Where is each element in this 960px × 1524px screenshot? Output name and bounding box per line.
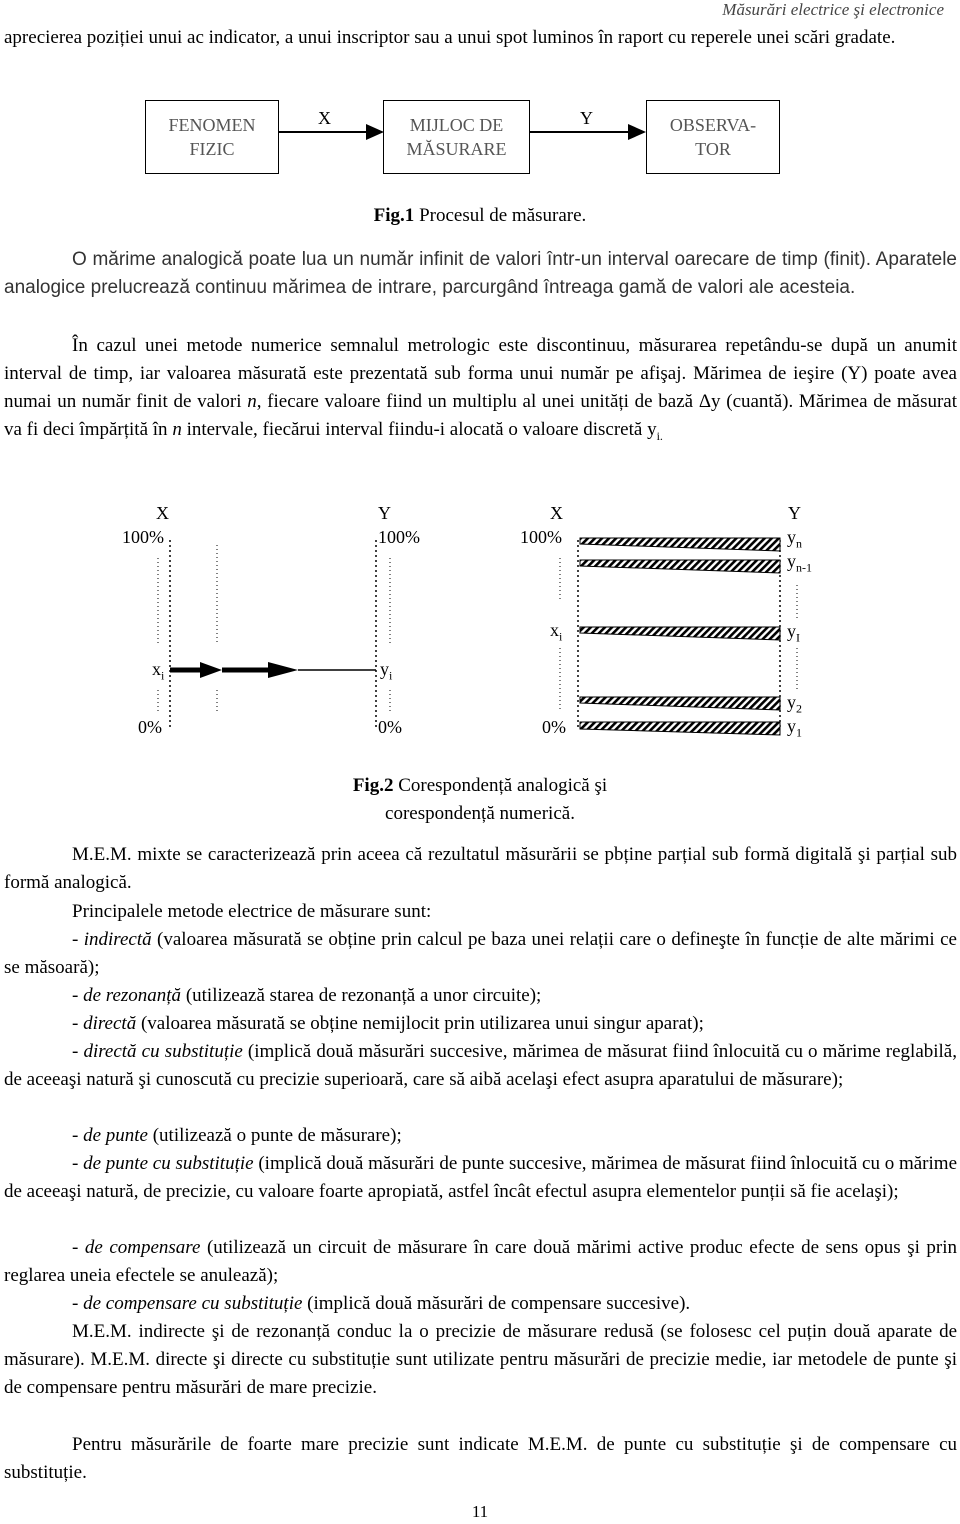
subscript: i (389, 668, 393, 683)
caption-text: Procesul de măsurare. (414, 205, 587, 226)
paragraph-analog: O mărime analogică poate lua un număr infinit de valori într-un interval oarecare de timp (finit). Aparatele analogice prelucrează continuu mărimea de intrare, parcurgând întreaga gamă de valori ale acesteia. (4, 249, 957, 298)
box-text-line: FENOMEN (168, 115, 256, 135)
method-name: de compensare (84, 1237, 201, 1258)
caption-text: Corespondență analogică şi (393, 775, 608, 796)
method-desc: (valoarea măsurată se obține nemijlocit prin utilizarea unui singur aparat); (136, 1013, 704, 1034)
paragraph-mixte: M.E.M. mixte se caracterizează prin aceea că rezultatul măsurării se pbține parțial sub formă digitală şi parțial sub formă analogică. (4, 844, 957, 893)
caption-label: Fig.2 (352, 775, 394, 796)
subscript: 1 (796, 725, 802, 740)
method-item (4, 1122, 957, 1150)
method-item (4, 1290, 957, 1318)
method-desc: (utilizează un circuit de măsurare în care două mărimi active produc efecte de sens opus şi prin reglarea uneia efectele se anulează); (4, 1237, 957, 1286)
method-item (4, 982, 957, 1010)
method-desc: (valoarea măsurată se obține prin calcul pe baza unei relații care o defineşte în funcție de alte mărimi ce se măsoară); (4, 929, 957, 978)
method-name: de rezonanță (83, 985, 182, 1006)
numeric-x-0: 0% (542, 717, 566, 737)
arrow-right-icon (268, 662, 298, 678)
text-span: - (72, 1125, 84, 1146)
text-span: - (72, 1041, 84, 1062)
method-name: de punte (83, 1125, 148, 1146)
arrow-right-icon (200, 662, 222, 678)
method-desc: (implică două măsurări de punte succesive, mărimea de măsurat fiind înlocuită cu o mărime de aceeaşi natură, de precizie, cu valoare foarte apropiată, astfel încât efectul asupra elementelor punții să fie acelaşi); (4, 1153, 958, 1202)
subscript: i (161, 668, 165, 683)
text-span: y (787, 527, 796, 547)
subscript: i. (656, 428, 663, 443)
method-item (4, 1150, 957, 1206)
subscript: 2 (796, 701, 802, 716)
text-span: - (72, 929, 84, 950)
method-item (4, 926, 957, 982)
numeric-y-n (787, 527, 802, 552)
numeric-y-1 (787, 716, 802, 741)
text-span: În cazul unei metode numerice semnalul metrologic este discontinuu, măsurarea repetându-se după un anumit interval de timp, iar valoarea măsurată este prezentată sub forma unui număr pe afişaj. Mărimea de ieşire (Y) poate avea numai un număr finit de valori (4, 335, 957, 412)
method-name: directă cu substituție (83, 1041, 243, 1062)
numeric-x-i (550, 620, 562, 645)
text-span: Δy (698, 391, 721, 412)
text-span: - (72, 1153, 84, 1174)
text-span: - (72, 1293, 84, 1314)
box-text-line: FIZIC (189, 139, 235, 159)
subscript: n-1 (796, 560, 812, 575)
text-span: , fiecare valoare fiind un multiplu al unei unități de bază (256, 391, 699, 412)
analog-x-100: 100% (122, 527, 164, 547)
quantum-wedge-n (580, 538, 780, 551)
box-text-line: TOR (695, 139, 731, 159)
analog-y-100: 100% (378, 527, 420, 547)
text-span: - (72, 985, 84, 1006)
method-item (4, 1038, 957, 1094)
subscript: I (796, 630, 800, 645)
text-span: intervale, fiecărui interval fiindu-i alocată o valoare discretă y (181, 419, 657, 440)
numeric-y-2 (787, 692, 802, 717)
text-span: y (787, 716, 796, 736)
text-span: (cuantă). Mărimea de măsurat va fi deci împărțită în (4, 391, 958, 440)
method-desc: (utilizează o punte de măsurare); (147, 1125, 402, 1146)
box-text-line: OBSERVA- (669, 115, 757, 135)
analog-y-0: 0% (378, 717, 402, 737)
method-desc: (utilizează starea de rezonanță a unor circuite); (181, 985, 542, 1006)
analog-x-heading: X (156, 503, 169, 523)
analog-y-i (380, 659, 392, 684)
text-span: x (550, 620, 559, 640)
numeric-y-heading: Y (788, 503, 801, 523)
subscript: n (796, 536, 802, 551)
page-number: 11 (471, 1502, 489, 1521)
caption-line (250, 772, 710, 800)
quantum-wedge-2 (580, 697, 780, 710)
numeric-y-i (787, 621, 800, 646)
subscript: i (559, 629, 563, 644)
method-desc: (implică două măsurări de compensare succesive). (302, 1293, 691, 1314)
numeric-x-100: 100% (520, 527, 562, 547)
arrow-y-label: Y (580, 108, 593, 128)
text-span: y (787, 551, 796, 571)
method-name: directă (83, 1013, 137, 1034)
text-span: y (787, 692, 796, 712)
quantum-wedge-i (580, 627, 780, 640)
analog-y-heading: Y (378, 503, 391, 523)
analog-x-0: 0% (138, 717, 162, 737)
methods-intro: Principalele metode electrice de măsurare sunt: (72, 901, 432, 922)
quantum-wedge-1 (580, 722, 780, 735)
caption-label: Fig.1 (373, 205, 415, 226)
text-span: - (72, 1237, 85, 1258)
running-title: Măsurări electrice şi electronice (722, 0, 944, 19)
method-name: de compensare cu substituție (83, 1293, 303, 1314)
method-item (4, 1234, 957, 1290)
paragraph-precision: M.E.M. indirecte şi de rezonanță conduc la o precizie de măsurare redusă (se folosesc cel puțin două aparate de măsurare). M.E.M. directe şi directe cu substituție sunt utilizate pentru măsurări de precizie medie, iar metodele de punte şi de compensare pentru măsurări de mare precizie. (4, 1321, 957, 1398)
method-name: indirectă (83, 929, 152, 950)
caption-line: corespondență numerică. (385, 803, 575, 824)
box-text-line: MĂSURARE (406, 139, 507, 159)
text-span: - (72, 1013, 84, 1034)
figure-2-caption (250, 772, 710, 828)
text-span: x (152, 659, 161, 679)
method-name: de punte cu substituție (83, 1153, 254, 1174)
quantum-wedge-n-1 (580, 560, 780, 573)
method-desc: (implică două măsurări succesive, mărimea de măsurat fiind înlocuită cu o mărime reglabilă, de aceeaşi natură şi cunoscută cu precizie superioară, care să aibă acelaşi efect asupra aparatului de măsurare); (4, 1041, 957, 1090)
text-span: y (380, 659, 389, 679)
text-span: y (787, 621, 796, 641)
paragraph-final: Pentru măsurările de foarte mare precizie sunt indicate M.E.M. de punte cu substituție şi de compensare cu substituție. (4, 1434, 957, 1483)
method-item (4, 1010, 957, 1038)
analog-x-i (152, 659, 164, 684)
box-text-line: MIJLOC DE (409, 115, 504, 135)
numeric-y-n-1 (787, 551, 812, 576)
intro-paragraph: aprecierea poziției unui ac indicator, a unui inscriptor sau a unui spot luminos în raport cu reperele unei scări gradate. (4, 27, 896, 48)
text-span: n (247, 391, 257, 412)
numeric-x-heading: X (550, 503, 563, 523)
text-span: n (172, 419, 182, 440)
arrow-x-label: X (318, 108, 331, 128)
